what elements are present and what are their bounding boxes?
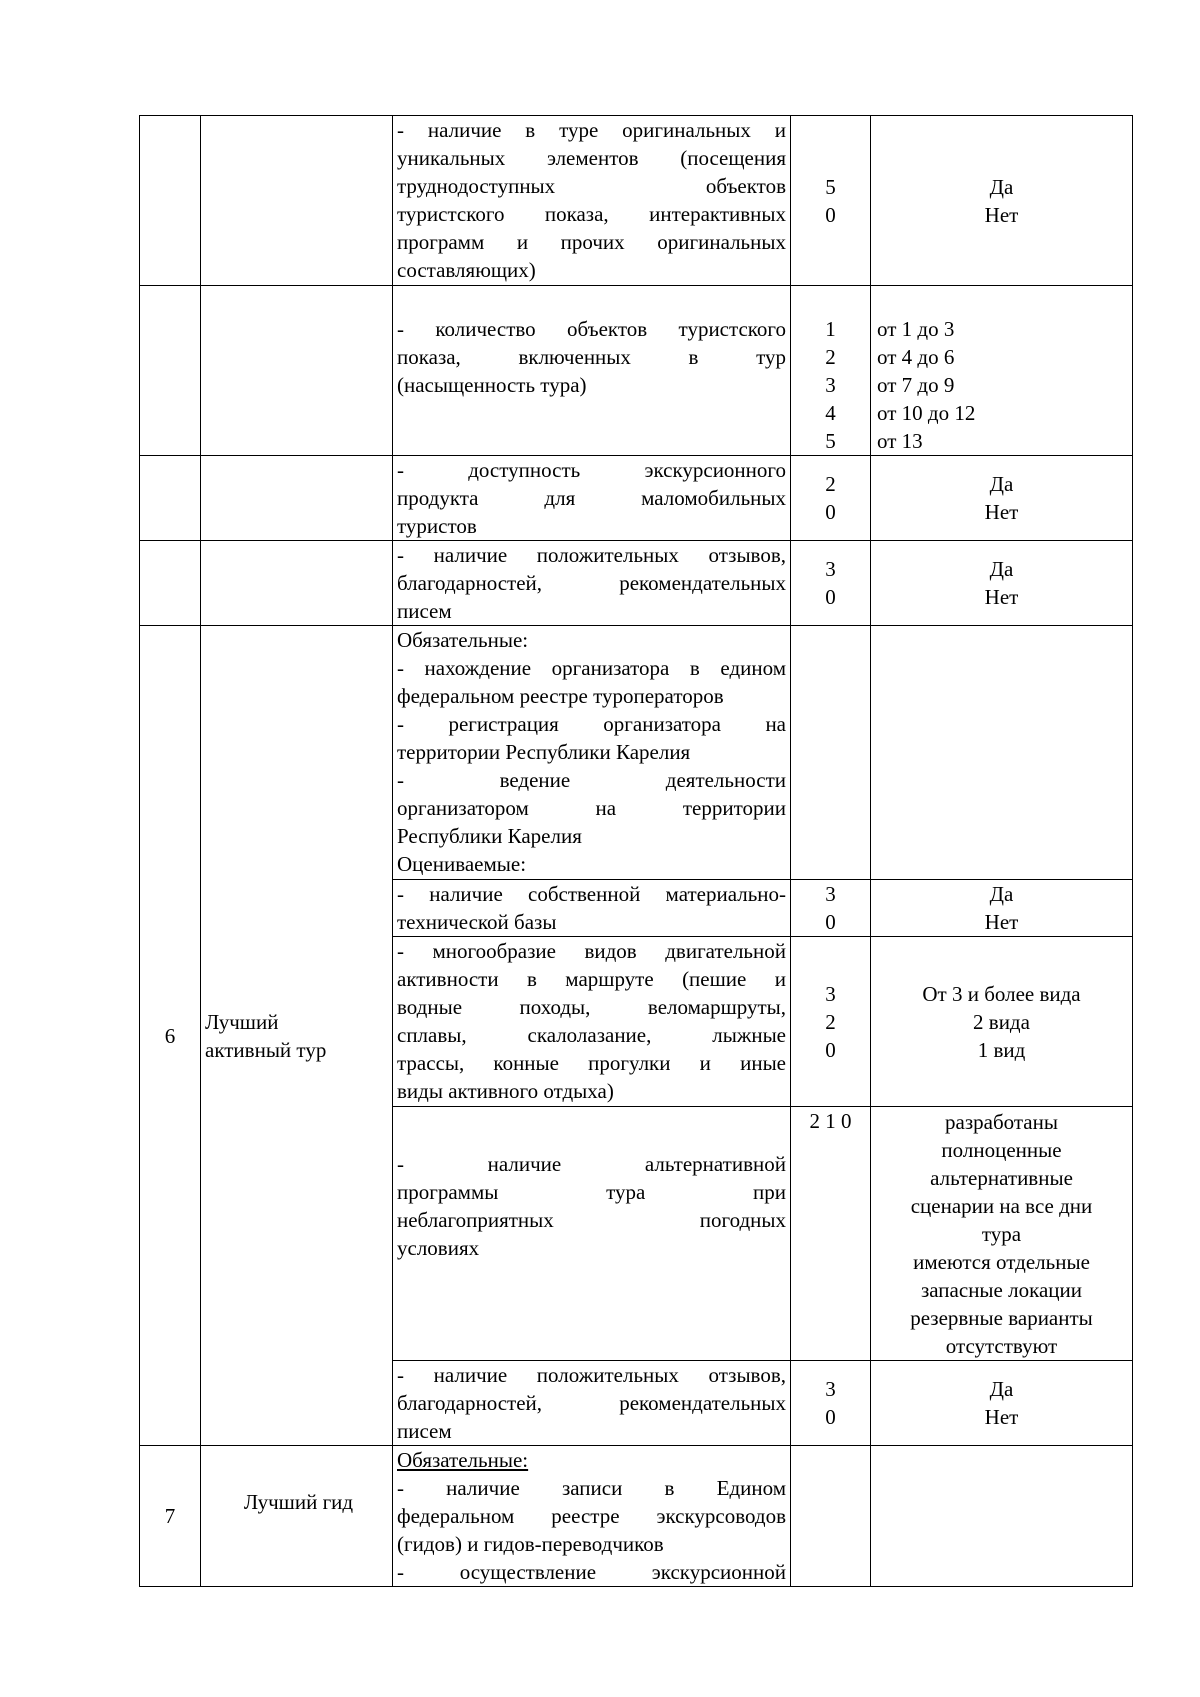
score-value: 0	[841, 1109, 852, 1133]
criterion-line: - нахождение организатора в едином	[397, 656, 786, 680]
criterion-line: активности в маршруте (пешие и	[397, 967, 786, 991]
value-cell	[871, 456, 1133, 541]
value-text: Нет	[984, 1405, 1019, 1429]
value-text: от 1 до 3	[877, 317, 955, 341]
value-text: От 3 и более вида	[922, 981, 1081, 1006]
nomination-name	[201, 1446, 393, 1587]
criterion-line: водные походы, веломаршруты,	[397, 995, 786, 1019]
score-cell	[791, 626, 871, 880]
score-cell	[791, 116, 871, 286]
criterion-line: технической базы	[397, 910, 557, 934]
value-text: 1 вид	[977, 1037, 1026, 1062]
value-text: от 4 до 6	[877, 345, 955, 369]
table-row	[140, 116, 1133, 286]
criteria-table	[139, 115, 1133, 1587]
value-text: Нет	[984, 500, 1019, 524]
value-text: полноценные	[941, 1137, 1062, 1162]
nomination-name	[201, 626, 393, 1446]
value-text: Да	[989, 1377, 1014, 1401]
value-text: Да	[989, 472, 1014, 496]
criterion-line: - регистрация организатора на	[397, 712, 786, 736]
criterion-cell	[393, 626, 791, 880]
score-cell	[791, 1446, 871, 1587]
table-row	[140, 626, 1133, 880]
criterion-line: Обязательные:	[397, 1448, 529, 1472]
nomination-line: Лучший	[205, 1009, 279, 1034]
score-value: 4	[825, 401, 836, 425]
criterion-cell	[393, 937, 791, 1107]
value-cell	[871, 541, 1133, 626]
criterion-line: - многообразие видов двигательной	[397, 939, 786, 963]
table-row	[140, 456, 1133, 541]
score-value: 0	[825, 585, 836, 609]
value-text: альтернативные	[930, 1165, 1073, 1190]
criterion-line: писем	[397, 1419, 452, 1443]
criterion-line: благодарностей, рекомендательных	[397, 571, 786, 595]
criterion-cell	[393, 456, 791, 541]
score-value: 0	[825, 500, 836, 524]
number-cell	[140, 286, 201, 456]
criterion-line: труднодоступных объектов	[397, 174, 786, 198]
number-cell	[140, 116, 201, 286]
score-value: 0	[825, 1405, 836, 1429]
score-value: 3	[825, 882, 836, 906]
criterion-line: федеральном реестре экскурсоводов	[397, 1504, 786, 1528]
value-text: Да	[989, 882, 1014, 906]
value-cell	[871, 1361, 1133, 1446]
value-cell	[871, 937, 1133, 1107]
value-text: резервные варианты	[910, 1305, 1093, 1330]
value-text: от 7 до 9	[877, 373, 955, 397]
criterion-line: - наличие положительных отзывов,	[397, 1363, 786, 1387]
number-cell	[140, 541, 201, 626]
score-value: 3	[825, 557, 836, 581]
criterion-cell	[393, 1107, 791, 1361]
nomination-line: активный тур	[205, 1037, 327, 1062]
value-cell	[871, 626, 1133, 880]
nomination-cell	[201, 116, 393, 286]
score-value: 0	[825, 202, 836, 227]
value-text: от 13	[877, 429, 923, 453]
value-text: Да	[989, 557, 1014, 581]
criterion-cell	[393, 880, 791, 937]
score-value: 2	[825, 472, 836, 496]
value-cell	[871, 1446, 1133, 1587]
criterion-line: виды активного отдыха)	[397, 1079, 614, 1103]
criterion-cell	[393, 541, 791, 626]
criterion-line: - наличие альтернативной	[397, 1151, 786, 1176]
score-value: 2	[825, 345, 836, 369]
criterion-line: уникальных элементов (посещения	[397, 146, 786, 170]
score-cell	[791, 937, 871, 1107]
criterion-line: составляющих)	[397, 258, 536, 282]
score-cell	[791, 456, 871, 541]
value-text: запасные локации	[920, 1277, 1083, 1302]
criterion-line: (насыщенность тура)	[397, 372, 587, 397]
value-cell	[871, 880, 1133, 937]
table-row	[140, 541, 1133, 626]
nomination-line: Лучший гид	[243, 1490, 354, 1514]
value-cell	[871, 116, 1133, 286]
value-text: имеются отдельные	[913, 1249, 1090, 1274]
nomination-cell	[201, 456, 393, 541]
value-cell	[871, 286, 1133, 456]
number-cell	[140, 456, 201, 541]
value-text: Нет	[984, 202, 1019, 227]
criterion-line: писем	[397, 599, 452, 623]
score-value: 5	[825, 429, 836, 453]
criterion-cell	[393, 1361, 791, 1446]
value-text: сценарии на все дни	[910, 1193, 1093, 1218]
criterion-line: - ведение деятельности	[397, 768, 786, 792]
value-cell	[871, 1107, 1133, 1361]
score-value: 3	[825, 1377, 836, 1401]
criterion-line: - доступность экскурсионного	[397, 458, 786, 482]
score-value: 0	[825, 1037, 836, 1062]
score-value: 1	[825, 1109, 836, 1133]
criterion-line: - наличие положительных отзывов,	[397, 543, 786, 567]
criterion-line: программ и прочих оригинальных	[397, 230, 786, 254]
criterion-line: благодарностей, рекомендательных	[397, 1391, 786, 1415]
score-value: 3	[825, 981, 836, 1006]
value-text: 2 вида	[973, 1009, 1030, 1034]
criterion-line: туристского показа, интерактивных	[397, 202, 786, 226]
criterion-line: - осуществление экскурсионной	[397, 1560, 786, 1584]
criterion-line: программы тура при	[397, 1179, 786, 1204]
value-text: от 10 до 12	[877, 401, 976, 425]
score-value: 5	[825, 174, 836, 199]
value-text: тура	[981, 1221, 1022, 1246]
criterion-line: территории Республики Карелия	[397, 740, 691, 764]
score-value: 0	[825, 910, 836, 934]
score-value: 2	[809, 1109, 820, 1133]
table-row	[140, 286, 1133, 456]
table-row	[140, 1446, 1133, 1587]
criterion-line: показа, включенных в тур	[397, 344, 786, 369]
criterion-cell	[393, 1446, 791, 1587]
nomination-cell	[201, 286, 393, 456]
criterion-line: сплавы, скалолазание, лыжные	[397, 1023, 786, 1047]
value-text: Нет	[984, 585, 1019, 609]
criterion-line: - наличие в туре оригинальных и	[397, 118, 786, 142]
criterion-line: Республики Карелия	[397, 824, 582, 848]
criterion-cell	[393, 286, 791, 456]
score-cell	[791, 286, 871, 456]
criterion-line: организатором на территории	[397, 796, 786, 820]
criterion-line: (гидов) и гидов-переводчиков	[397, 1532, 664, 1556]
value-text: разработаны	[945, 1109, 1058, 1134]
score-cell	[791, 1107, 871, 1361]
criterion-line: неблагоприятных погодных	[397, 1207, 786, 1232]
score-value: 1	[825, 317, 836, 341]
criterion-line: федеральном реестре туроператоров	[397, 684, 724, 708]
score-cell	[791, 1361, 871, 1446]
value-text: Да	[989, 174, 1014, 199]
value-text: Нет	[984, 910, 1019, 934]
criterion-line: Оцениваемые:	[397, 852, 527, 876]
value-text: отсутствуют	[945, 1333, 1058, 1358]
score-cell	[791, 880, 871, 937]
criterion-cell	[393, 116, 791, 286]
criterion-line: Обязательные:	[397, 628, 529, 652]
criterion-line: продукта для маломобильных	[397, 486, 786, 510]
criterion-line: - количество объектов туристского	[397, 316, 786, 341]
score-cell	[791, 541, 871, 626]
criterion-line: - наличие собственной материально-	[397, 882, 786, 906]
nomination-cell	[201, 541, 393, 626]
nomination-number: 6	[140, 626, 201, 1446]
criterion-line: условиях	[397, 1235, 480, 1260]
score-value: 2	[825, 1009, 836, 1034]
criterion-line: трассы, конные прогулки и иные	[397, 1051, 786, 1075]
criterion-line: - наличие записи в Едином	[397, 1476, 786, 1500]
score-value: 3	[825, 373, 836, 397]
nomination-number: 7	[140, 1446, 201, 1587]
criterion-line: туристов	[397, 514, 477, 538]
